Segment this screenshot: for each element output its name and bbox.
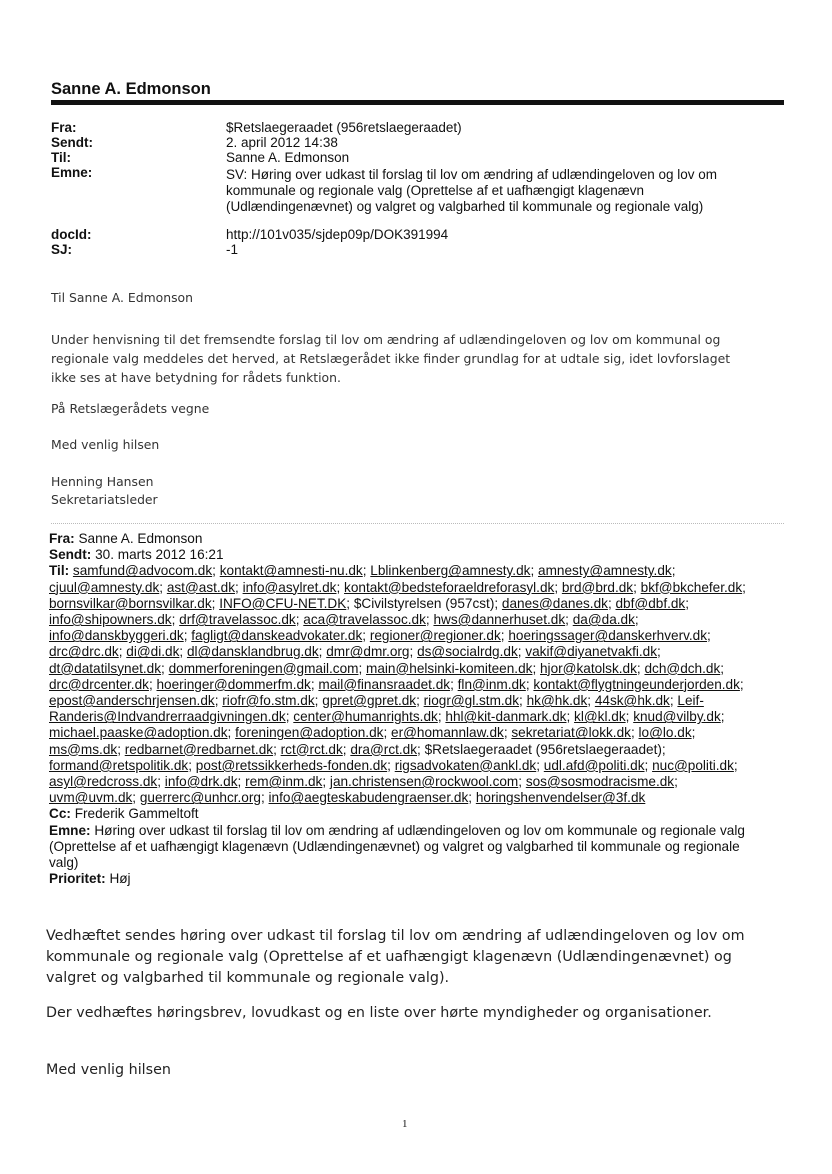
fwd-to-line [49,563,765,806]
reply-on-behalf: På Retslægerådets vegne [51,401,210,416]
recipient-address: riofr@fo.stm.dk [222,693,315,709]
recipient-address: main@helsinki-komiteen.dk [366,660,533,676]
header-rule [51,100,784,105]
recipient-address: redbarnet@redbarnet.dk [124,741,274,757]
recipient-address: hoeringssager@danskerhverv.dk [508,628,708,644]
recipient-address: vakif@diyanetvakfi.dk [525,644,657,660]
recipient-address: di@di.dk [126,644,180,660]
recipient-address: Lblinkenberg@amnesty.dk [370,563,531,579]
fwd-subject-line [49,823,765,872]
recipient-address: kontakt@amnesti-nu.dk [219,563,363,579]
recipient-address: hhl@kit-danmark.dk [445,709,567,725]
recipient-address: drf@travelassoc.dk [179,612,296,628]
recipient-address: hjor@katolsk.dk [540,660,637,676]
recipient-address: info@danskbyggeri.dk [49,628,184,644]
to-label: Til: [51,150,71,165]
fwd-from-value: Sanne A. Edmonson [78,531,203,546]
recipient-address: ms@ms.dk [49,741,118,757]
recipient-address: dch@dch.dk [644,660,721,676]
recipient-address: dommerforeningen@gmail.com [168,660,359,676]
recipient-address: dra@rct.dk [350,741,418,757]
sent-value: 2. april 2012 14:38 [226,135,338,150]
recipient-list: samfund@advocom.dk; kontakt@amnesti-nu.dk; Lblinkenberg@amnesty.dk; amnesty@amnesty.dk; cjuul@amnesty.dk; ast@ast.dk; info@asylret.dk; kontakt@bedsteforaeldreforasyl.dk; brd@brd.dk; bkf@bkchefer.dk; bornsvilkar@bornsvilkar.dk; INFO@CFU-NET.DK; $Civilstyrelsen (957cst); danes@danes.dk; dbf@dbf.dk; info@shipowners.dk; drf@travelassoc.dk; aca@travelassoc.dk; hws@dannerhuset.dk; da@da.dk; info@danskbyggeri.dk; fagligt@danskeadvokater.dk; regioner@regioner.dk; hoeringssager@danskerhverv.dk; drc@drc.dk; di@di.dk; dl@dansklandbrug.dk; dmr@dmr.org; ds@socialrdg.dk; vakif@diyanetvakfi.dk; dt@datatilsynet.dk; dommerforeningen@gmail.com; main@helsinki-komiteen.dk; hjor@katolsk.dk; dch@dch.dk; drc@drcenter.dk; hoeringer@dommerfm.dk; mail@finansraadet.dk; fln@inm.dk; kontakt@flygtningeunderjorden.dk; epost@anderschrjensen.dk; riofr@fo.stm.dk; gpret@gpret.dk; riogr@gl.stm.dk; hk@hk.dk; 44sk@hk.dk; Leif-Randeris@Indvandrerraadgivningen.dk; center@humanrights.dk; hhl@kit-danmark.dk; kl@kl.dk; knud@vilby.dk; michael.paaske@adoption.dk; foreningen@adoption.dk; er@homannlaw.dk; sekretariat@lokk.dk; lo@lo.dk; ms@ms.dk; redbarnet@redbarnet.dk; rct@rct.dk; dra@rct.dk; $Retslaegeraadet (956retslaegeraadet); formand@retspolitik.dk; post@retssikkerheds-fonden.dk; rigsadvokaten@ankl.dk; udl.afd@politi.dk; nuc@politi.dk; asyl@redcross.dk; info@drk.dk; rem@inm.dk; jan.christensen@rockwool.com; sos@sosmodracisme.dk; uvm@uvm.dk; guerrerc@unhcr.org; info@aegteskabudengraenser.dk; horingshenvendelser@3f.dk [49,563,746,806]
recipient-address: dl@dansklandbrug.dk [186,644,319,660]
subject-label: Emne: [51,165,93,180]
recipient-address: info@drk.dk [164,774,238,790]
recipient-address: rem@inm.dk [245,774,323,790]
recipient-address: amnesty@amnesty.dk [538,563,672,579]
recipient-address: rct@rct.dk [280,741,343,757]
docid-label: docId: [51,227,92,242]
recipient-address: rigsadvokaten@ankl.dk [394,757,537,773]
recipient-address: lo@lo.dk [638,725,692,741]
fwd-cc-label: Cc: [49,806,71,822]
fwd-from-label: Fra: [49,531,75,546]
subject-value: SV: Høring over udkast til forslag til lov om ændring af udlændingeloven og lov om kommunale og regionale valg (Oprettelse af et uafhængigt klagenævn (Udlændingenævnet) og valgret og valgbarhed til kommunale og regionale valg) [226,167,717,214]
recipient-address: mail@finansraadet.dk [318,676,451,692]
recipient-address: ds@socialrdg.dk [417,644,518,660]
signer-title: Sekretariatsleder [51,492,158,507]
recipient-address: drc@drcenter.dk [49,676,149,692]
from-value: $Retslaegeraadet (956retslaegeraadet) [226,120,462,135]
reply-greeting: Til Sanne A. Edmonson [51,290,193,305]
recipient-address: ast@ast.dk [166,579,236,595]
recipient-address: danes@danes.dk [501,595,608,611]
fwd-body-paragraph-2: Der vedhæftes høringsbrev, lovudkast og en liste over hørte myndigheder og organisationer. [46,1005,712,1021]
fwd-closing: Med venlig hilsen [46,1062,171,1078]
fwd-sent-label: Sendt: [49,547,92,563]
reply-closing: Med venlig hilsen [51,437,160,452]
from-label: Fra: [51,120,77,135]
recipient-address: sekretariat@lokk.dk [511,725,631,741]
recipient-address: da@da.dk [572,612,635,628]
recipient-address: hws@dannerhuset.dk [433,612,566,628]
recipient-address: er@homannlaw.dk [391,725,504,741]
recipient-address: fagligt@danskeadvokater.dk [191,628,363,644]
recipient-address: kl@kl.dk [574,709,626,725]
recipient-address: hoeringer@dommerfm.dk [156,676,311,692]
recipient-address: asyl@redcross.dk [49,774,158,790]
recipient-address: info@shipowners.dk [49,612,172,628]
recipient-address: horingshenvendelser@3f.dk [475,790,646,806]
fwd-priority-value: Høj [109,871,131,887]
recipient-address: $Civilstyrelsen (957cst) [353,595,495,611]
recipient-address: foreningen@adoption.dk [235,725,384,741]
to-value: Sanne A. Edmonson [226,150,350,165]
recipient-address: fln@inm.dk [457,676,526,692]
recipient-address: riogr@gl.stm.dk [423,693,520,709]
recipient-address: aca@travelassoc.dk [303,612,426,628]
recipient-address: kontakt@bedsteforaeldreforasyl.dk [344,579,555,595]
recipient-address: formand@retspolitik.dk [49,757,189,773]
sj-label: SJ: [51,242,73,257]
recipient-address: post@retssikkerheds-fonden.dk [195,757,388,773]
recipient-address: jan.christensen@rockwool.com [329,774,519,790]
fwd-cc-line [49,806,765,822]
fwd-body-paragraph-1: Vedhæftet sendes høring over udkast til forslag til lov om ændring af udlændingeloven og lov om kommunale og regionale valg (Oprettelse af et uafhængigt klagenævn (Udlændingenævnet) og valgret og valgbarhed til kommunale og regionale valg). [46,928,745,986]
recipient-address: samfund@advocom.dk [72,563,213,579]
recipient-address: INFO@CFU-NET.DK [219,595,347,611]
recipient-address: bornsvilkar@bornsvilkar.dk [49,595,212,611]
recipient-address: hk@hk.dk [526,693,588,709]
fwd-sent-line [49,547,765,563]
sj-value: -1 [226,242,239,257]
forwarded-header [49,531,765,887]
sent-label: Sendt: [51,135,93,150]
recipient-address: knud@vilby.dk [633,709,721,725]
recipient-address: bkf@bkchefer.dk [640,579,743,595]
fwd-priority-line [49,871,765,887]
recipient-address: center@humanrights.dk [293,709,438,725]
recipient-address: uvm@uvm.dk [49,790,133,806]
recipient-address: brd@brd.dk [561,579,634,595]
recipient-address: kontakt@flygtningeunderjorden.dk [533,676,740,692]
recipient-address: drc@drc.dk [49,644,119,660]
recipient-address: epost@anderschrjensen.dk [49,693,215,709]
recipient-address: info@aegteskabudengraenser.dk [268,790,469,806]
recipient-address: guerrerc@unhcr.org [139,790,261,806]
fwd-sent-value: 30. marts 2012 16:21 [95,547,224,563]
recipient-address: dbf@dbf.dk [615,595,686,611]
reply-paragraph: Under henvisning til det fremsendte forslag til lov om ændring af udlændingeloven og lov om kommunal og regionale valg meddeles det herved, at Retslægerådet ikke finder grundlag for at udtale sig, idet lovforslaget ikke ses at have betydning for rådets funktion. [51,332,731,385]
docid-value: http://101v035/sjdep09p/DOK391994 [226,227,449,242]
recipient-address: regioner@regioner.dk [369,628,501,644]
recipient-address: cjuul@amnesty.dk [49,579,160,595]
page-number: 1 [402,1118,408,1130]
recipient-address: michael.paaske@adoption.dk [49,725,228,741]
fwd-cc-value: Frederik Gammeltoft [74,806,199,822]
recipient-address: Leif-Randeris@Indvandrerraadgivningen.dk [49,693,704,725]
recipient-address: $Retslaegeraadet (956retslaegeraadet) [424,741,662,757]
recipient-address: nuc@politi.dk [652,757,734,773]
fwd-subject-label: Emne: [49,822,91,838]
recipient-address: dmr@dmr.org [326,644,410,660]
recipient-address: udl.afd@politi.dk [543,757,645,773]
fwd-from-line [49,531,765,547]
recipient-address: info@asylret.dk [242,579,337,595]
recipient-address: dt@datatilsynet.dk [49,660,162,676]
recipient-address: 44sk@hk.dk [594,693,670,709]
message-separator [51,523,784,524]
recipient-address: gpret@gpret.dk [322,693,417,709]
signer-name: Henning Hansen [51,474,154,489]
fwd-priority-label: Prioritet: [49,871,106,887]
fwd-to-label: Til: [49,563,70,579]
recipient-address: sos@sosmodracisme.dk [525,774,675,790]
fwd-subject-value: Høring over udkast til forslag til lov om ændring af udlændingeloven og lov om kommunale og regionale valg (Oprettelse af et uafhængigt klagenævn (Udlændingenævnet) og valgret og valgbarhed til kommunale og regionale valg) [49,822,745,871]
sender-name: Sanne A. Edmonson [51,80,211,98]
